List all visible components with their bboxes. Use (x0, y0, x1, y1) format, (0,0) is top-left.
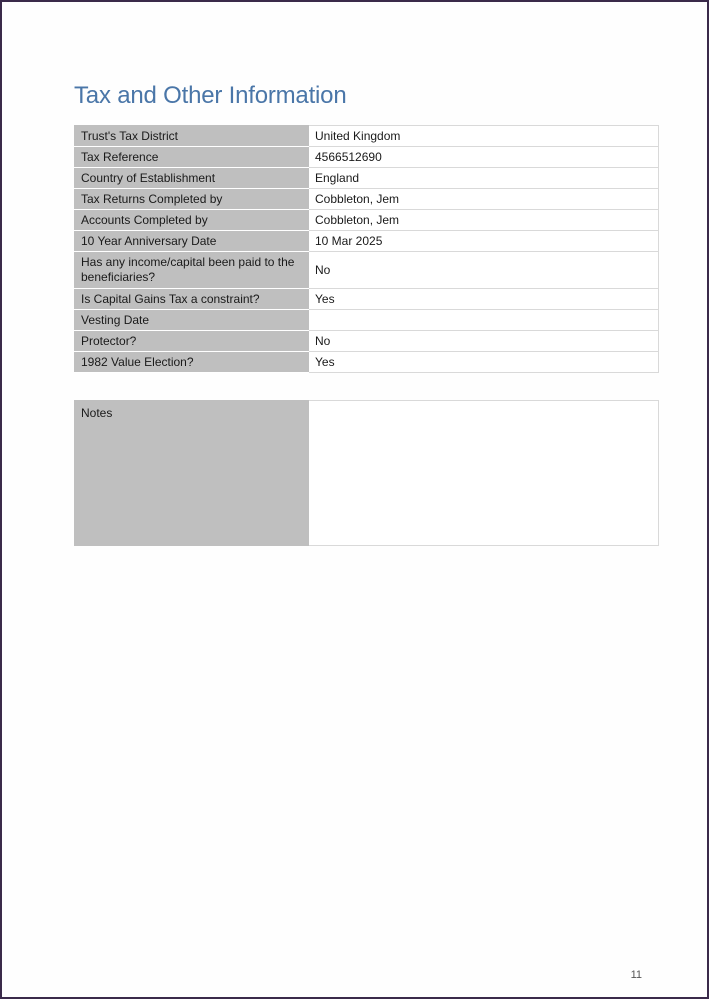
table-row (75, 189, 659, 210)
table-row (75, 168, 659, 189)
row-value: Yes (309, 352, 659, 373)
notes-value (309, 401, 659, 546)
page-number: 11 (630, 969, 642, 981)
row-label: 1982 Value Election? (75, 352, 309, 373)
notes-table (74, 400, 659, 546)
table-row (75, 147, 659, 168)
row-label: Country of Establishment (75, 168, 309, 189)
table-row (75, 331, 659, 352)
row-value: 4566512690 (309, 147, 659, 168)
row-value: Cobbleton, Jem (309, 189, 659, 210)
table-row (75, 289, 659, 310)
tax-info-table (74, 125, 659, 373)
notes-label: Notes (75, 401, 309, 546)
row-value: 10 Mar 2025 (309, 231, 659, 252)
row-value (309, 310, 659, 331)
row-label: Accounts Completed by (75, 210, 309, 231)
row-label: Vesting Date (75, 310, 309, 331)
table-row (75, 126, 659, 147)
row-value: England (309, 168, 659, 189)
table-row (75, 352, 659, 373)
table-row (75, 310, 659, 331)
table-row (75, 210, 659, 231)
row-label: Tax Returns Completed by (75, 189, 309, 210)
row-value: No (309, 331, 659, 352)
row-label: 10 Year Anniversary Date (75, 231, 309, 252)
row-label: Has any income/capital been paid to the beneficiaries? (75, 252, 309, 289)
row-value: Yes (309, 289, 659, 310)
page-title: Tax and Other Information (74, 82, 347, 109)
row-value: No (309, 252, 659, 289)
table-row (75, 231, 659, 252)
row-label: Tax Reference (75, 147, 309, 168)
row-label: Is Capital Gains Tax a constraint? (75, 289, 309, 310)
row-label: Protector? (75, 331, 309, 352)
row-label: Trust's Tax District (75, 126, 309, 147)
table-row (75, 401, 659, 546)
row-value: Cobbleton, Jem (309, 210, 659, 231)
row-value: United Kingdom (309, 126, 659, 147)
table-row (75, 252, 659, 289)
